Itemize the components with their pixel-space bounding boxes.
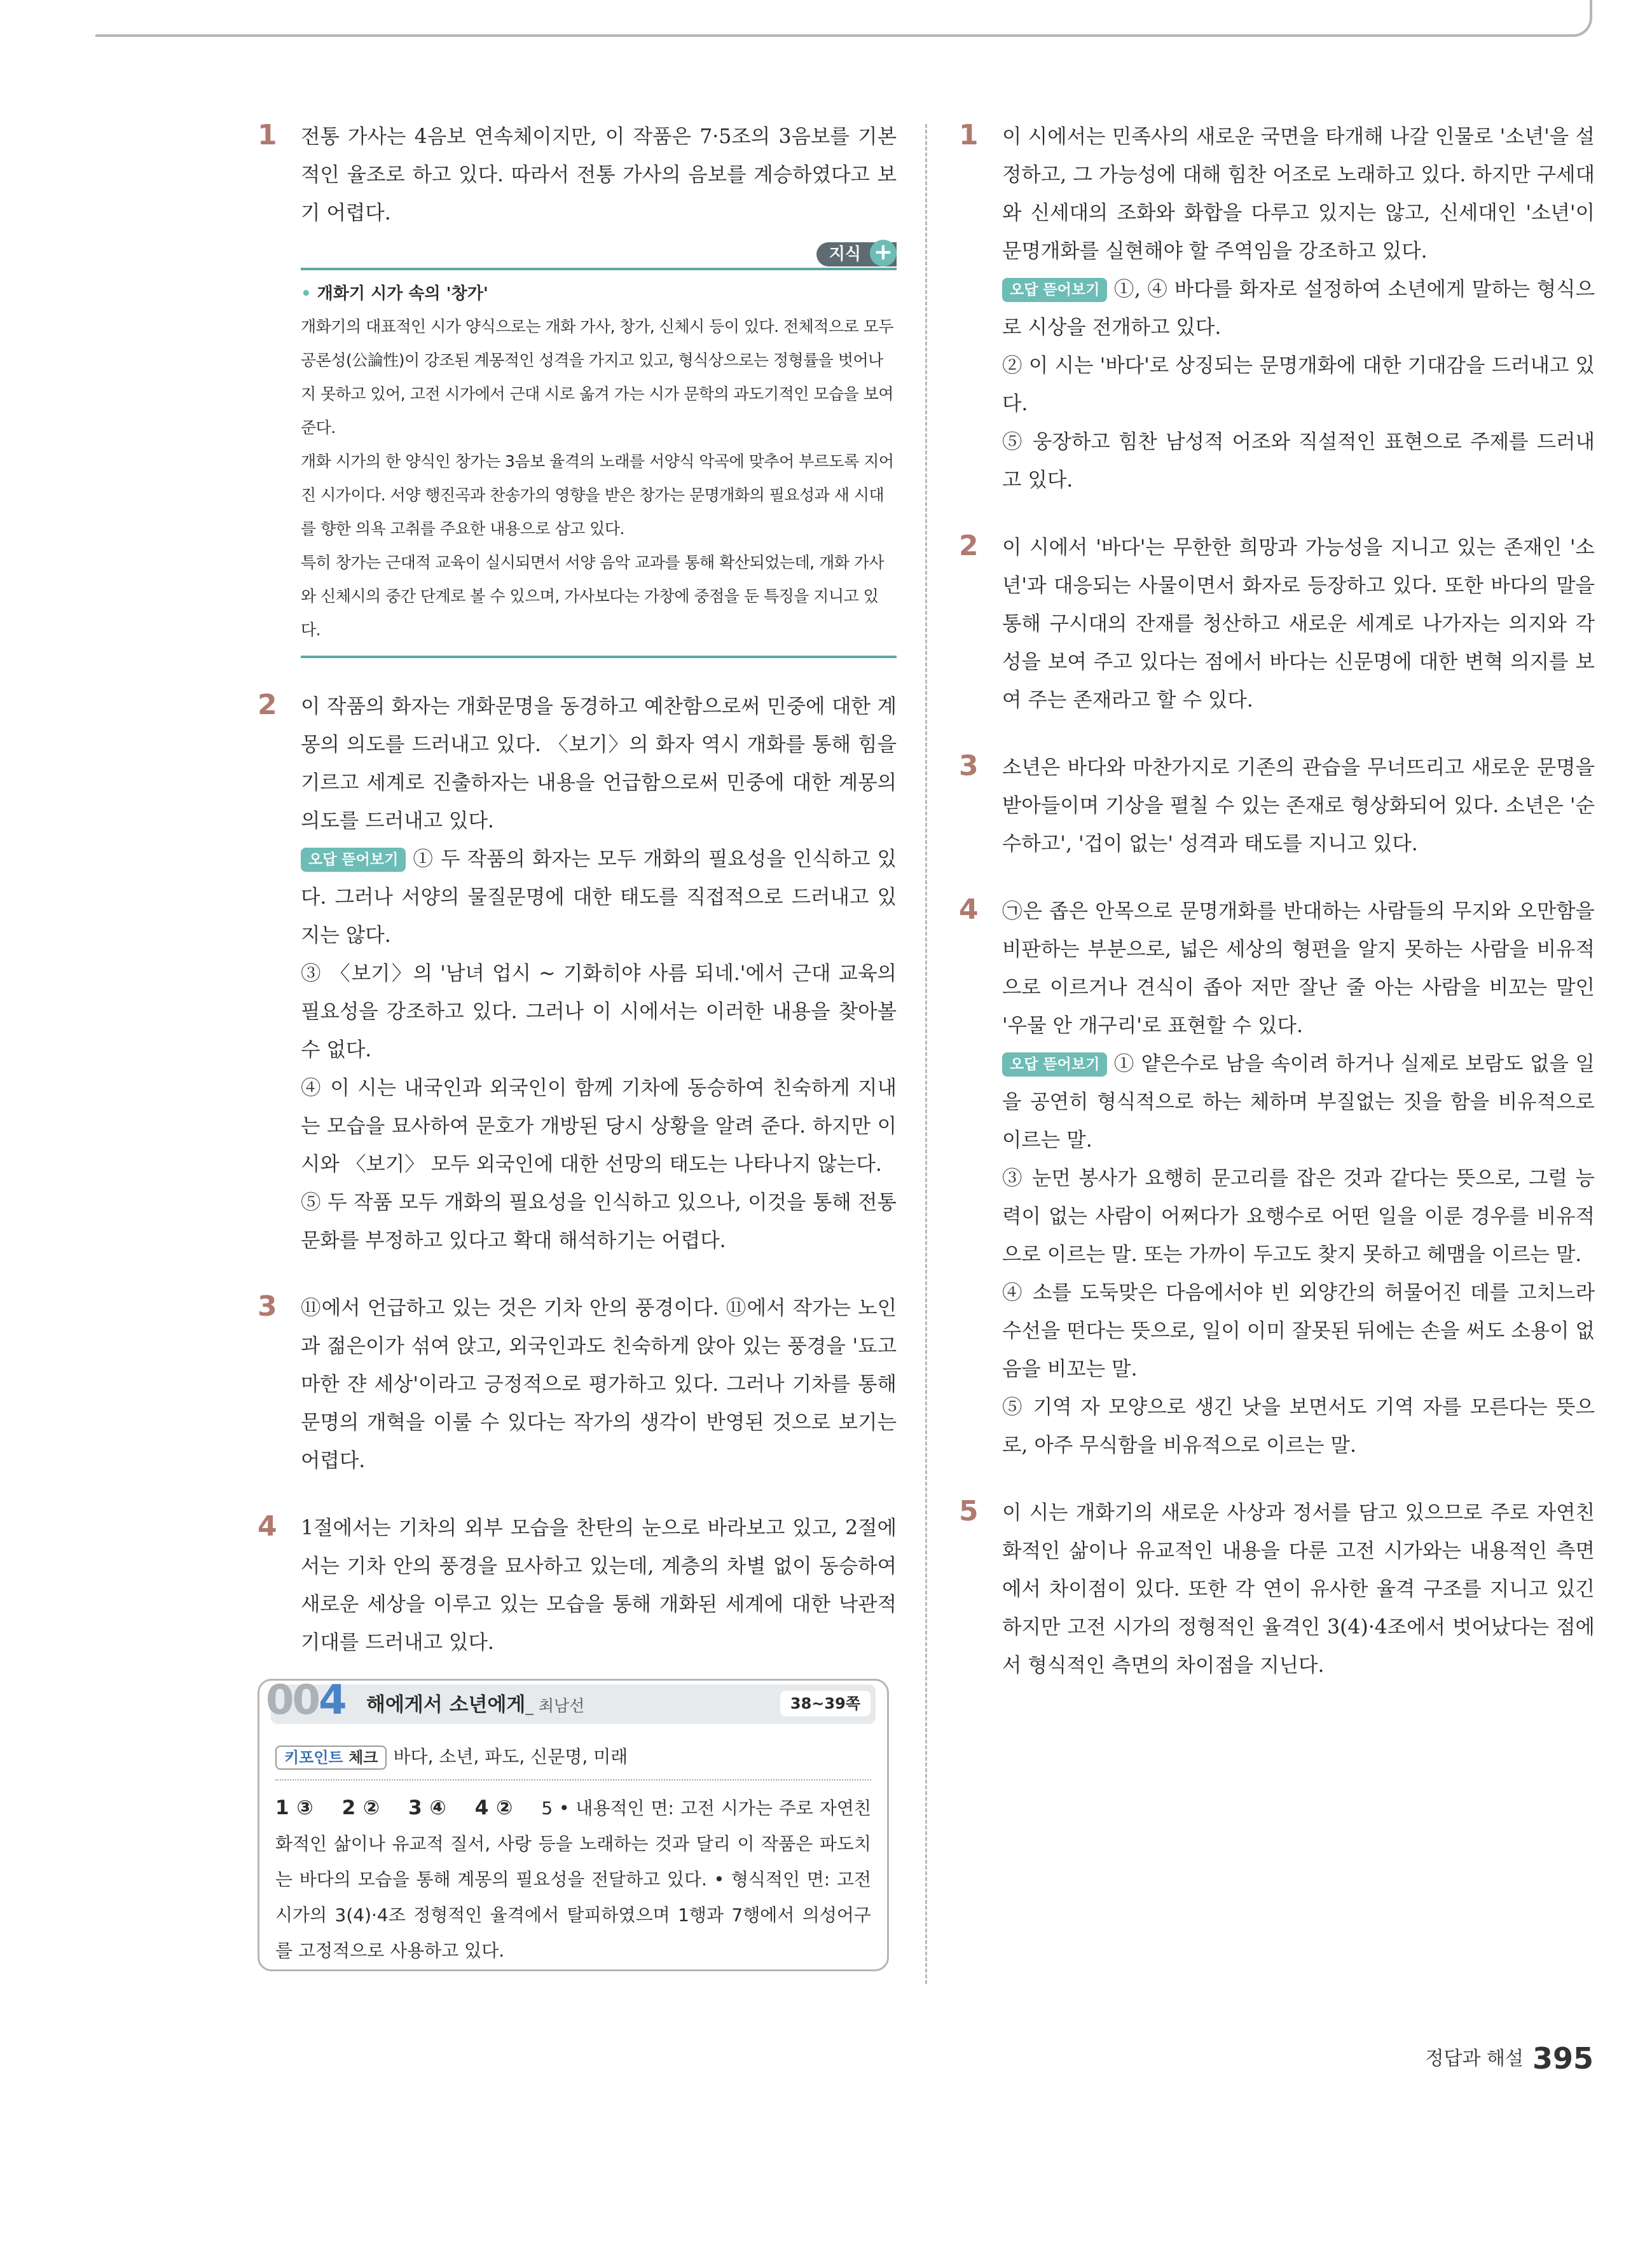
keywords: 바다, 소년, 파도, 신문명, 미래 — [393, 1746, 628, 1767]
wrong-answer-text: ⑤ 웅장하고 힘찬 남성적 어조와 직설적인 표현으로 주제를 드러내고 있다. — [1002, 431, 1595, 492]
wrong-answer-text: ③ 〈보기〉의 '남녀 업시 ~ 기화히야 사름 되네.'에서 근대 교육의 필요성을 강조하고 있다. 그러나 이 시에서는 이러한 내용을 찾아볼 수 없다. — [301, 962, 897, 1061]
item-text: 이 시에서 '바다'는 무한한 희망과 가능성을 지니고 있는 존재인 '소년'과 대응되는 사물이면서 화자로 등장하고 있다. 또한 바다의 말을 통해 구시대의 잔재를 청산하고 새로운 세계로 나가자는 의지와 각성을 보여 주고 있다는 점에서 바다는 신문명에 대한 변혁 의지를 보여 주는 존재라고 할 수 있다. — [1002, 536, 1595, 712]
work-title — [366, 1692, 584, 1719]
knowledge-paragraph: 개화 시가의 한 양식인 창가는 3음보 율격의 노래를 서양식 악곡에 맞추어 부르도록 지어진 시가이다. 서양 행진곡과 찬송가의 영향을 받은 창가는 문명개화의 필요성과 새 시대를 향한 의욕 고취를 주요한 내용으로 삼고 있다. — [301, 452, 894, 538]
plus-icon: + — [870, 240, 897, 266]
wrong-answer-text: ④ 이 시는 내국인과 외국인이 함께 기차에 동승하여 친숙하게 지내는 모습을 묘사하여 문호가 개방된 당시 상황을 알려 준다. 하지만 이 시와 〈보기〉 모두 외국인에 대한 선망의 태도는 나타나지 않는다. — [301, 1077, 897, 1176]
item-text: ㉠은 좁은 안목으로 문명개화를 반대하는 사람들의 무지와 오만함을 비판하는 부분으로, 넓은 세상의 형편을 알지 못하는 사람을 비유적으로 이르거나 견식이 좁아 저만 잘난 줄 아는 사람을 비꼬는 말인 '우물 안 개구리'로 표현할 수 있다. — [1002, 900, 1595, 1037]
wrong-answer-line — [1002, 270, 1595, 347]
item-number: 3 — [959, 750, 979, 782]
answers — [275, 1790, 871, 1969]
keypoint-row — [275, 1744, 628, 1770]
item-text: 1절에서는 기차의 외부 모습을 찬탄의 눈으로 바라보고 있고, 2절에서는 기차 안의 풍경을 묘사하고 있는데, 계층의 차별 없이 동승하여 새로운 세상을 이루고 있는 모습을 통해 개화된 세계에 대한 낙관적 기대를 드러내고 있다. — [301, 1517, 897, 1654]
wrong-answer-text: ① 두 작품의 화자는 모두 개화의 필요성을 인식하고 있다. 그러나 서양의 물질문명에 대한 태도를 직접적으로 드러내고 있지는 않다. — [301, 848, 897, 947]
work-number-prefix: 00 — [266, 1677, 319, 1724]
wrong-answer-text: ③ 눈먼 봉사가 요행히 문고리를 잡은 것과 같다는 뜻으로, 그럴 능력이 없는 사람이 어쩌다가 요행수로 어떤 일을 이룬 경우를 비유적으로 이르는 말. 또는 가까이 두고도 찾지 못하고 헤맴을 이르는 말. — [1002, 1167, 1595, 1266]
item-number: 5 — [959, 1495, 979, 1527]
knowledge-badge: 지식 — [816, 242, 897, 266]
footer-label: 정답과 해설 — [1425, 2048, 1524, 2070]
answer-box — [258, 1679, 889, 1971]
wrong-answer-tag: 오답 뜯어보기 — [1002, 278, 1107, 302]
page-top-frame — [95, 0, 1592, 37]
wrong-answer-text: ⑤ 두 작품 모두 개화의 필요성을 인식하고 있으나, 이것을 통해 전통문화를 부정하고 있다고 확대 해석하기는 어렵다. — [301, 1191, 897, 1252]
knowledge-title-text: 개화기 시가 속의 '창가' — [317, 284, 488, 303]
item-text: 이 시에서는 민족사의 새로운 국면을 타개해 나갈 인물로 '소년'을 설정하고, 그 가능성에 대해 힘찬 어조로 노래하고 있다. 하지만 구세대와 신세대의 조화와 화합을 다루고 있지는 않고, 신세대인 '소년'이 문명개화를 실현해야 할 주역임을 강조하고 있다. — [1002, 125, 1595, 263]
page-number: 395 — [1532, 2041, 1593, 2076]
wrong-answer-text: ⑤ 기역 자 모양으로 생긴 낫을 보면서도 기역 자를 모른다는 뜻으로, 아주 무식함을 비유적으로 이르는 말. — [1002, 1396, 1595, 1457]
answer-box-separator — [275, 1779, 871, 1781]
knowledge-box — [301, 239, 897, 658]
bullet-icon: • — [301, 284, 317, 303]
knowledge-paragraph: 특히 창가는 근대적 교육이 실시되면서 서양 음악 교과를 통해 확산되었는데, 개화 가사와 신체시의 중간 단계로 볼 수 있으며, 가사보다는 가창에 중점을 둔 특징을 지니고 있다. — [301, 553, 885, 639]
item-number: 4 — [258, 1510, 277, 1543]
answer: 2 ② — [341, 1796, 381, 1819]
work-title-text: 해에게서 소년에게 — [366, 1693, 526, 1716]
item-text: 이 시는 개화기의 새로운 사상과 정서를 담고 있으므로 주로 자연친화적인 삶이나 유교적인 내용을 다룬 고전 시가와는 내용적인 측면에서 차이점이 있다. 또한 각 연이 유사한 율격 구조를 지니고 있긴 하지만 고전 시가의 정형적인 율격인 3(4)·4조에서 벗어났다는 점에서 형식적인 측면의 차이점을 지닌다. — [1002, 1501, 1595, 1677]
answer: 3 ④ — [408, 1796, 447, 1819]
left-item-4 — [258, 1509, 897, 1662]
wrong-answer-text: ①, ④ 바다를 화자로 설정하여 소년에게 말하는 형식으로 시상을 전개하고 있다. — [1002, 278, 1595, 339]
item-text: 소년은 바다와 마찬가지로 기존의 관습을 무너뜨리고 새로운 문명을 받아들이며 기상을 펼칠 수 있는 존재로 형상화되어 있다. 소년은 '순수하고', '겁이 없는' 성격과 태도를 지니고 있다. — [1002, 756, 1595, 855]
item-number: 3 — [258, 1290, 277, 1323]
page-range: 38~39쪽 — [780, 1691, 871, 1716]
work-number — [266, 1678, 345, 1723]
wrong-answer-text: ④ 소를 도둑맞은 다음에서야 빈 외양간의 허물어진 데를 고치느라 수선을 떤다는 뜻으로, 일이 이미 잘못된 뒤에는 손을 써도 소용이 없음을 비꼬는 말. — [1002, 1281, 1595, 1381]
item-number: 2 — [258, 689, 277, 721]
left-item-3 — [258, 1289, 897, 1480]
wrong-answer-text: ② 이 시는 '바다'로 상징되는 문명개화에 대한 기대감을 드러내고 있다. — [1002, 354, 1595, 415]
wrong-answer-tag: 오답 뜯어보기 — [301, 848, 406, 872]
answer-box-header — [266, 1677, 876, 1724]
item-number: 1 — [258, 119, 277, 151]
keypoint-check: 체크 — [348, 1749, 378, 1767]
page-footer — [1426, 2041, 1593, 2076]
wrong-answer-text: ① 얕은수로 남을 속이려 하거나 실제로 보람도 없을 일을 공연히 형식적으로 하는 체하며 부질없는 짓을 함을 비유적으로 이르는 말. — [1002, 1052, 1595, 1152]
knowledge-title — [301, 278, 897, 310]
wrong-answer-line — [301, 840, 897, 954]
knowledge-paragraph: 개화기의 대표적인 시가 양식으로는 개화 가사, 창가, 신체시 등이 있다. 전체적으로 모두 공론성(公論性)이 강조된 계몽적인 성격을 가지고 있고, 형식상으로는 정형률을 벗어나지 못하고 있어, 고전 시가에서 근대 시로 옮겨 가는 시가 문학의 과도기적인 모습을 보여 준다. — [301, 317, 894, 437]
work-number-digit: 4 — [319, 1677, 345, 1724]
item-text: 전통 가사는 4음보 연속체이지만, 이 작품은 7·5조의 3음보를 기본적인 율조로 하고 있다. 따라서 전통 가사의 음보를 계승하였다고 보기 어렵다. — [301, 125, 897, 224]
answer-5: 5 • 내용적인 면: 고전 시가는 주로 자연친화적인 삶이나 유교적 질서, 사랑 등을 노래하는 것과 달리 이 작품은 파도치는 바다의 모습을 통해 계몽의 필요성을 전달하고 있다. • 형식적인 면: 고전 시가의 3(4)·4조 정형적인 율격에서 탈피하였으며 1행과 7행에서 의성어구를 고정적으로 사용하고 있다. — [275, 1798, 871, 1961]
right-item-1 — [959, 118, 1595, 499]
item-number: 4 — [959, 893, 979, 926]
right-item-4 — [959, 892, 1595, 1464]
answer: 4 ② — [474, 1796, 514, 1819]
item-text: ⑪에서 언급하고 있는 것은 기차 안의 풍경이다. ⑪에서 작가는 노인과 젊은이가 섞여 앉고, 외국인과도 친숙하게 앉아 있는 풍경을 '됴고마한 쟌 세상'이라고 긍정적으로 평가하고 있다. 그러나 기차를 통해 문명의 개혁을 이룰 수 있다는 작가의 생각이 반영된 것으로 보기는 어렵다. — [301, 1297, 897, 1472]
knowledge-bottom-rule — [301, 656, 897, 658]
right-column — [959, 118, 1595, 1714]
keypoint-label: 키포인트 — [284, 1749, 343, 1767]
knowledge-top-rule — [301, 239, 897, 270]
column-divider — [925, 124, 927, 1984]
left-column — [258, 118, 897, 1691]
right-item-2 — [959, 528, 1595, 719]
item-number: 1 — [959, 119, 979, 151]
answer: 1 ③ — [275, 1796, 314, 1819]
item-text: 이 작품의 화자는 개화문명을 동경하고 예찬함으로써 민중에 대한 계몽의 의도를 드러내고 있다. 〈보기〉의 화자 역시 개화를 통해 힘을 기르고 세계로 진출하자는 내용을 언급함으로써 민중에 대한 계몽의 의도를 드러내고 있다. — [301, 695, 897, 832]
wrong-answer-line — [1002, 1045, 1595, 1159]
right-item-3 — [959, 748, 1595, 863]
left-item-2 — [258, 687, 897, 1260]
left-item-1 — [258, 118, 897, 232]
wrong-answer-tag: 오답 뜯어보기 — [1002, 1052, 1107, 1077]
keypoint-tag — [275, 1746, 387, 1770]
item-number: 2 — [959, 530, 979, 562]
work-author: _ 최남선 — [525, 1697, 585, 1715]
right-item-5 — [959, 1494, 1595, 1685]
